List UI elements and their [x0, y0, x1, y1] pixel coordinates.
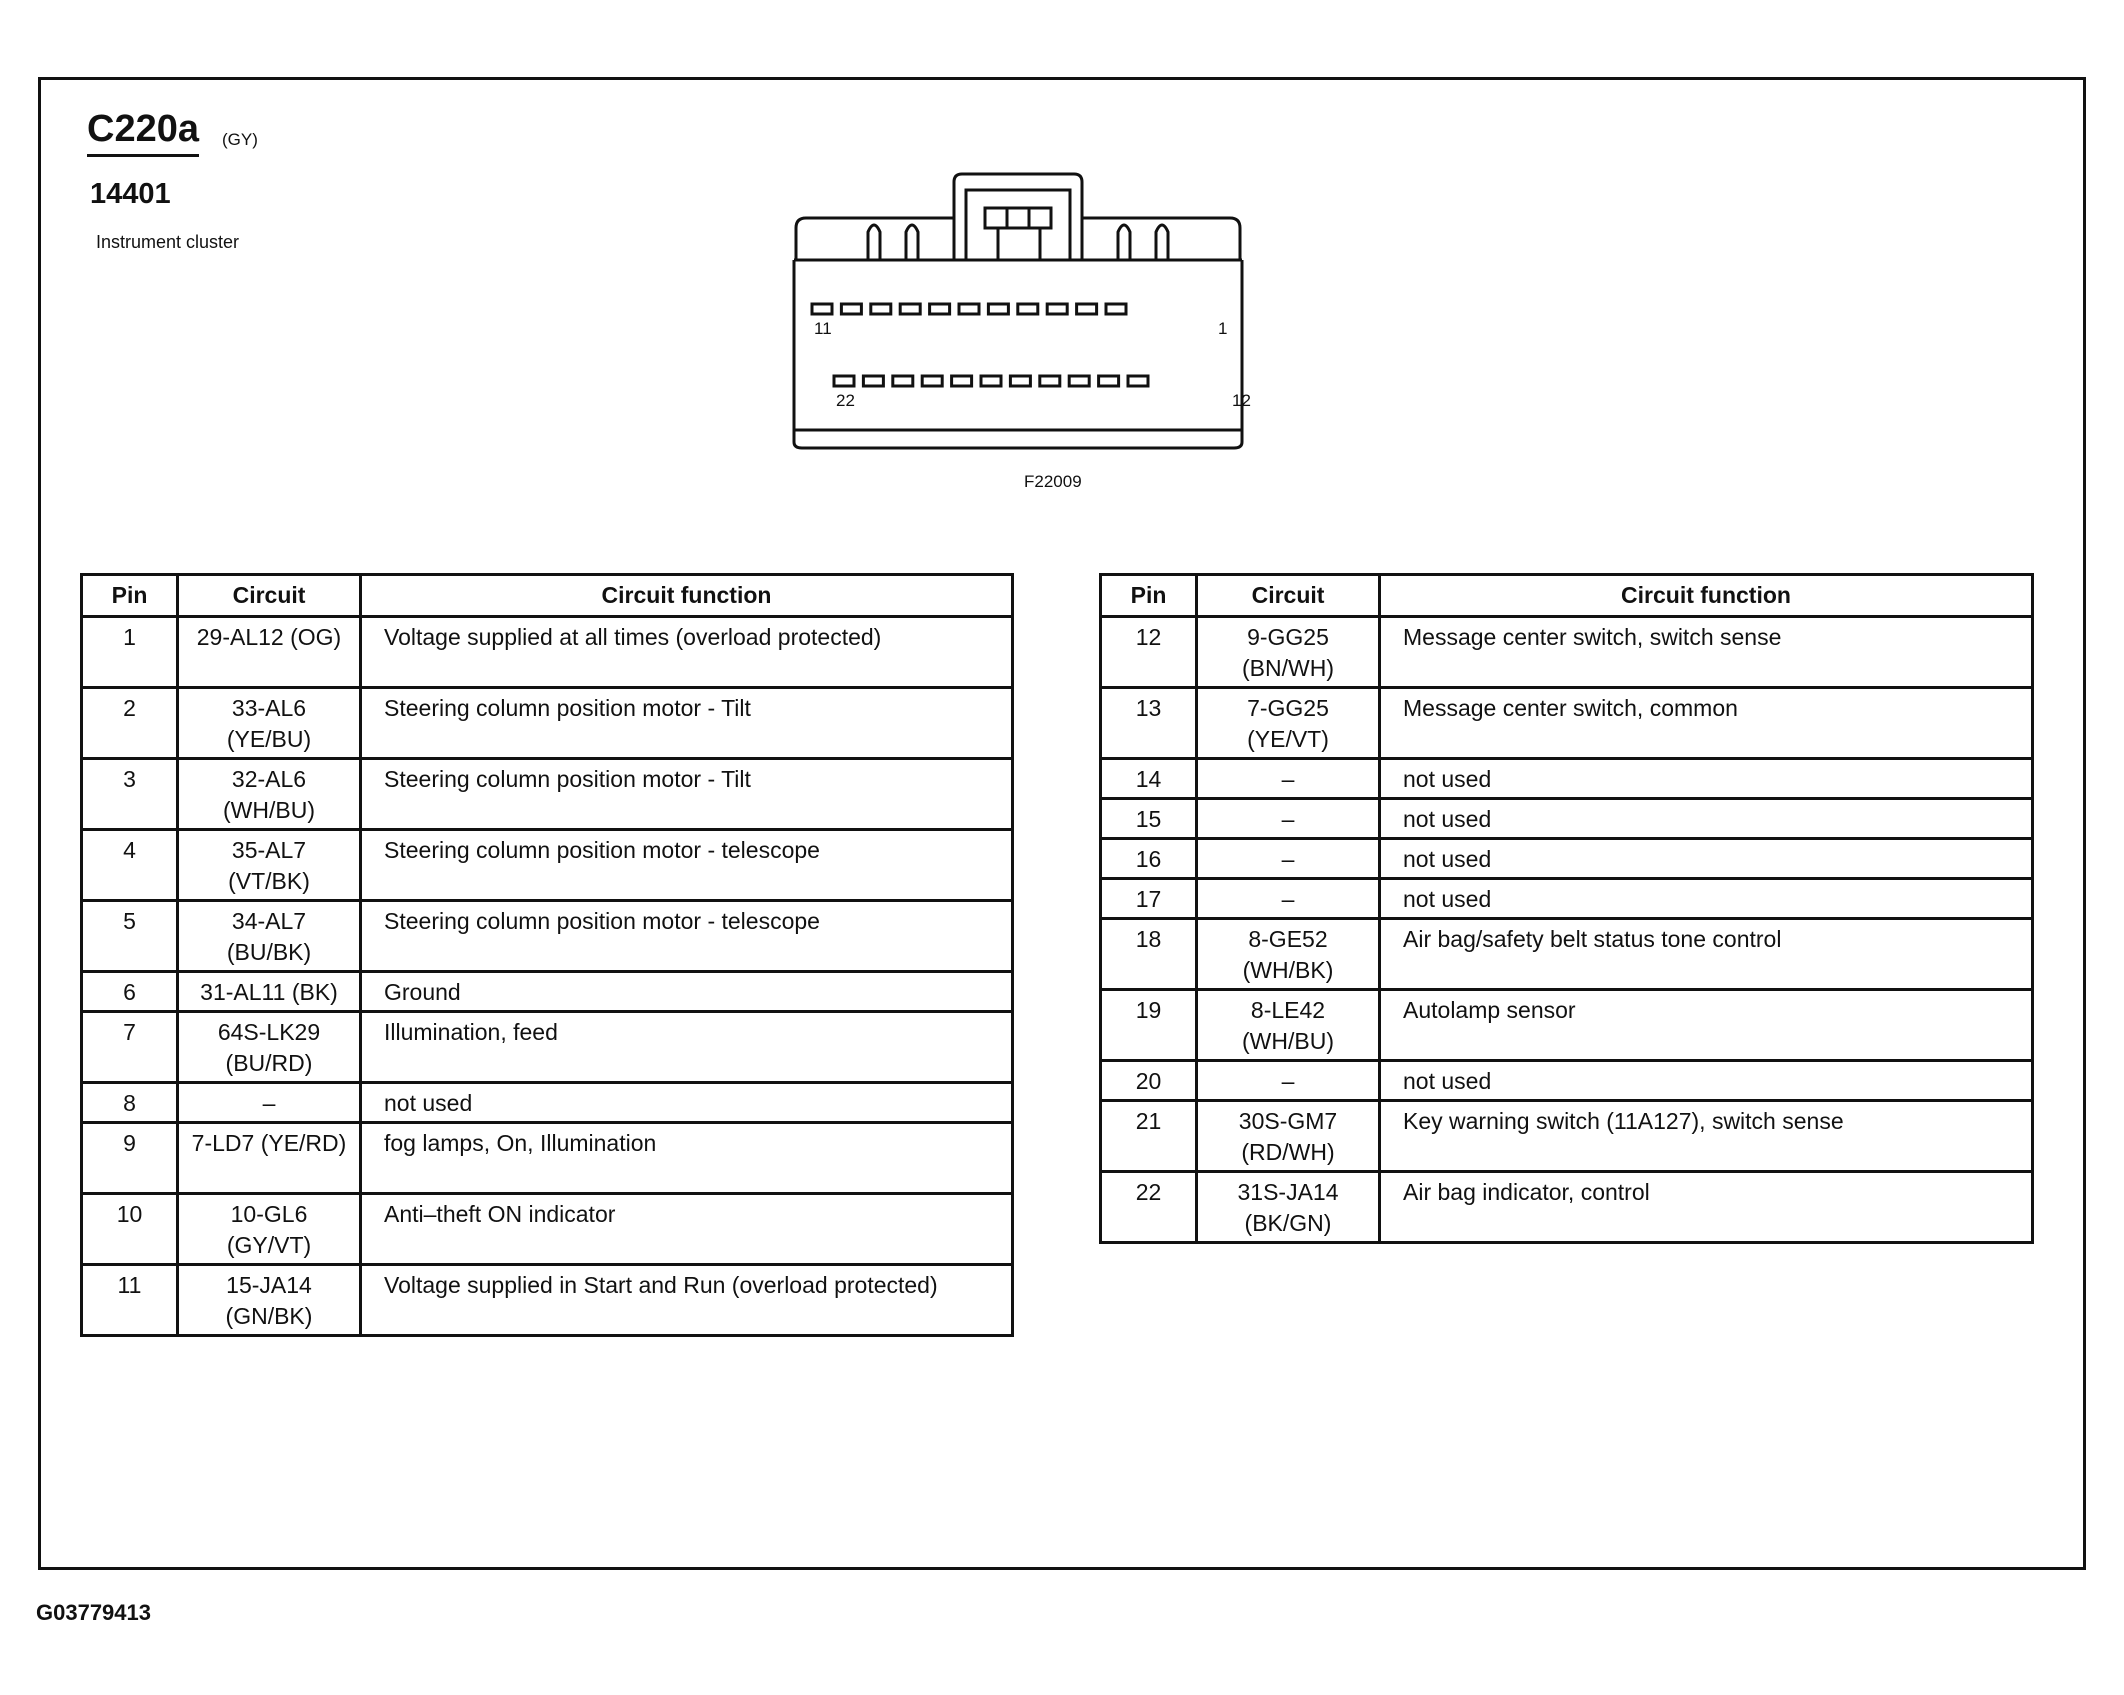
pin-cavity [1069, 376, 1089, 386]
connector-id: C220a [87, 108, 199, 157]
circuit-code-line: 8-GE52 [1248, 926, 1328, 952]
table-row [1101, 1101, 2033, 1172]
connector-face-diagram [786, 170, 1296, 450]
table-row [1101, 1061, 2033, 1101]
circuit-code-line: (VT/BK) [228, 868, 310, 894]
pin-number: 22 [1101, 1172, 1197, 1243]
circuit-code-line: (YE/VT) [1247, 726, 1329, 752]
circuit-code-line: – [1281, 766, 1295, 792]
pinout-table-left [80, 573, 1014, 1337]
circuit-code-line: 31-AL11 (BK) [200, 979, 338, 1005]
pin-number: 20 [1101, 1061, 1197, 1101]
table-row [1101, 990, 2033, 1061]
pin-number: 1 [82, 617, 178, 688]
circuit-code-line: 29-AL12 (OG) [196, 624, 342, 650]
circuit-code-line: – [1281, 806, 1295, 832]
circuit-code [1197, 617, 1380, 688]
pin-cavity [952, 376, 972, 386]
pin-number: 16 [1101, 839, 1197, 879]
circuit-code-line: 33-AL6 [231, 695, 307, 721]
circuit-code-line: (WH/BU) [1242, 1028, 1334, 1054]
circuit-code-line: 15-JA14 [226, 1272, 312, 1298]
table-row [82, 1123, 1013, 1194]
circuit-code-line: (BU/BK) [226, 939, 312, 965]
circuit-code-line: (GY/VT) [226, 1232, 312, 1258]
circuit-code-line: 32-AL6 [231, 766, 307, 792]
circuit-code-line: (YE/BU) [226, 726, 312, 752]
circuit-code-line: 7-LD7 (YE/RD) [191, 1130, 347, 1156]
circuit-function: not used [1380, 839, 2033, 879]
part-number: 14401 [90, 178, 171, 210]
circuit-code [178, 759, 361, 830]
pin-label-1: 1 [1218, 319, 1228, 338]
table-row [82, 617, 1013, 688]
pin-number: 13 [1101, 688, 1197, 759]
pin-number: 14 [1101, 759, 1197, 799]
circuit-code-line: – [1281, 1068, 1295, 1094]
circuit-function: fog lamps, On, Illumination [361, 1123, 1013, 1194]
header-circuit: Circuit [1197, 575, 1380, 617]
table-row [82, 1012, 1013, 1083]
circuit-code-line: 35-AL7 [231, 837, 307, 863]
circuit-code-line: 64S-LK29 [217, 1019, 321, 1045]
circuit-code-line: 10-GL6 [230, 1201, 308, 1227]
circuit-function: not used [1380, 1061, 2033, 1101]
pin-cavity [1010, 376, 1030, 386]
header-pin: Pin [1101, 575, 1197, 617]
circuit-code-line: 34-AL7 [231, 908, 307, 934]
circuit-code-line: 30S-GM7 [1238, 1108, 1338, 1134]
pinout-table-right [1099, 573, 2034, 1244]
circuit-code [1197, 919, 1380, 990]
circuit-code [1197, 1061, 1380, 1101]
pin-number: 12 [1101, 617, 1197, 688]
table-row [82, 1083, 1013, 1123]
circuit-function: Illumination, feed [361, 1012, 1013, 1083]
circuit-code-line: 31S-JA14 [1237, 1179, 1339, 1205]
pin-number: 2 [82, 688, 178, 759]
pin-number: 18 [1101, 919, 1197, 990]
pin-number: 3 [82, 759, 178, 830]
table-row [82, 830, 1013, 901]
circuit-code [178, 972, 361, 1012]
circuit-function: Message center switch, switch sense [1380, 617, 2033, 688]
pin-cavity [988, 304, 1008, 314]
circuit-code [178, 617, 361, 688]
part-description: Instrument cluster [96, 232, 240, 252]
pin-label-11: 11 [814, 319, 832, 338]
pin-cavity [930, 304, 950, 314]
circuit-function: Steering column position motor - Tilt [361, 759, 1013, 830]
circuit-code [1197, 799, 1380, 839]
circuit-code-line: (GN/BK) [225, 1303, 313, 1329]
pin-cavity [834, 376, 854, 386]
circuit-function: Anti–theft ON indicator [361, 1194, 1013, 1265]
pin-cavity [959, 304, 979, 314]
pin-number: 9 [82, 1123, 178, 1194]
circuit-code [1197, 990, 1380, 1061]
table-row [1101, 919, 2033, 990]
table-row [1101, 1172, 2033, 1243]
circuit-function: Steering column position motor - telescope [361, 901, 1013, 972]
circuit-code-line: (BU/RD) [225, 1050, 313, 1076]
figure-reference: F22009 [1024, 472, 1082, 491]
pin-cavity [812, 304, 832, 314]
header-circuit: Circuit [178, 575, 361, 617]
pin-number: 21 [1101, 1101, 1197, 1172]
header-circuit-function: Circuit function [1380, 575, 2033, 617]
circuit-function: not used [361, 1083, 1013, 1123]
circuit-function: Steering column position motor - Tilt [361, 688, 1013, 759]
circuit-code-line: (RD/WH) [1241, 1139, 1335, 1165]
circuit-code [178, 830, 361, 901]
table-row [82, 688, 1013, 759]
circuit-code-line: 7-GG25 [1247, 695, 1329, 721]
table-row [1101, 759, 2033, 799]
pin-cavity [871, 304, 891, 314]
table-header-row [82, 575, 1013, 617]
circuit-code [178, 688, 361, 759]
circuit-code-line: 8-LE42 [1250, 997, 1326, 1023]
circuit-code [1197, 688, 1380, 759]
table-row [1101, 688, 2033, 759]
circuit-code-line: (WH/BU) [223, 797, 315, 823]
circuit-code [178, 1265, 361, 1336]
pin-number: 10 [82, 1194, 178, 1265]
circuit-code [1197, 1172, 1380, 1243]
circuit-code-line: – [1281, 886, 1295, 912]
pin-number: 11 [82, 1265, 178, 1336]
pin-cavity [863, 376, 883, 386]
header-pin: Pin [82, 575, 178, 617]
circuit-code [1197, 839, 1380, 879]
graphic-id: G03779413 [36, 1600, 151, 1625]
circuit-code [1197, 1101, 1380, 1172]
circuit-function: Voltage supplied in Start and Run (overload protected) [361, 1265, 1013, 1336]
pin-cavity [1099, 376, 1119, 386]
table-row [1101, 879, 2033, 919]
connector-color-code: (GY) [222, 130, 258, 149]
table-row [1101, 799, 2033, 839]
circuit-code [178, 1194, 361, 1265]
table-row [82, 1265, 1013, 1336]
circuit-function: Autolamp sensor [1380, 990, 2033, 1061]
circuit-function: not used [1380, 759, 2033, 799]
circuit-code [178, 901, 361, 972]
pin-cavity [1018, 304, 1038, 314]
circuit-function: Air bag/safety belt status tone control [1380, 919, 2033, 990]
pin-number: 5 [82, 901, 178, 972]
table-row [82, 901, 1013, 972]
pin-label-22: 22 [836, 391, 855, 410]
table-row [82, 1194, 1013, 1265]
circuit-function: Air bag indicator, control [1380, 1172, 2033, 1243]
circuit-function: Ground [361, 972, 1013, 1012]
table-row [1101, 617, 2033, 688]
circuit-function: Message center switch, common [1380, 688, 2033, 759]
circuit-code [178, 1083, 361, 1123]
pin-label-12: 12 [1232, 391, 1251, 410]
circuit-code-line: – [1281, 846, 1295, 872]
pin-cavity [1128, 376, 1148, 386]
table-row [82, 759, 1013, 830]
circuit-function: Key warning switch (11A127), switch sense [1380, 1101, 2033, 1172]
table-header-row [1101, 575, 2033, 617]
circuit-code-line: 9-GG25 [1247, 624, 1329, 650]
pin-cavity [922, 376, 942, 386]
pin-cavity [900, 304, 920, 314]
circuit-code [1197, 879, 1380, 919]
pin-number: 6 [82, 972, 178, 1012]
circuit-function: Steering column position motor - telescope [361, 830, 1013, 901]
pin-number: 19 [1101, 990, 1197, 1061]
pin-cavity [1106, 304, 1126, 314]
pin-number: 15 [1101, 799, 1197, 839]
circuit-code-line: (BK/GN) [1244, 1210, 1332, 1236]
pin-cavity [841, 304, 861, 314]
pin-number: 7 [82, 1012, 178, 1083]
pin-number: 17 [1101, 879, 1197, 919]
circuit-function: not used [1380, 879, 2033, 919]
pin-cavity [1040, 376, 1060, 386]
pin-number: 8 [82, 1083, 178, 1123]
pin-cavity [1047, 304, 1067, 314]
circuit-code [178, 1012, 361, 1083]
circuit-code-line: (WH/BK) [1242, 957, 1334, 983]
pin-cavity [893, 376, 913, 386]
header-circuit-function: Circuit function [361, 575, 1013, 617]
circuit-code-line: – [262, 1090, 276, 1116]
pin-cavity [981, 376, 1001, 386]
circuit-function: Voltage supplied at all times (overload protected) [361, 617, 1013, 688]
pin-cavity [1077, 304, 1097, 314]
circuit-code [178, 1123, 361, 1194]
circuit-code [1197, 759, 1380, 799]
table-row [82, 972, 1013, 1012]
circuit-code-line: (BN/WH) [1242, 655, 1334, 681]
circuit-function: not used [1380, 799, 2033, 839]
pin-number: 4 [82, 830, 178, 901]
table-row [1101, 839, 2033, 879]
